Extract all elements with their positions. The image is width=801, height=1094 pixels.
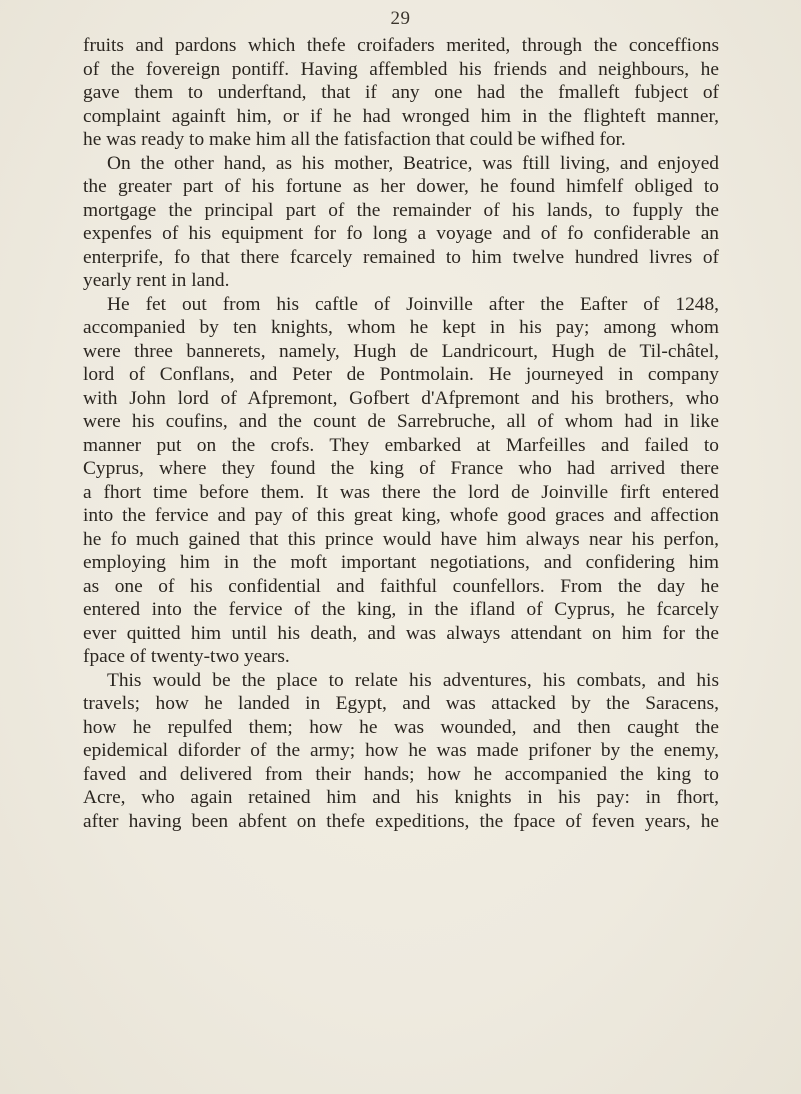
page-number: 29: [390, 8, 411, 29]
body-text: [83, 34, 719, 833]
text-line: complaint againft him, or if he had wronged him in the flighteft manner,: [83, 105, 719, 127]
text-line: He fet out from his caftle of Joinville after the Eafter of 1248,: [107, 293, 719, 315]
text-line: faved and delivered from their hands; how he accompanied the king to: [83, 763, 719, 785]
text-line: manner put on the crofs. They embarked at Marfeilles and failed to: [83, 434, 719, 456]
text-line: fpace of twenty-two years.: [83, 646, 290, 667]
text-line: fruits and pardons which thefe croifaders merited, through the conceffions: [83, 35, 719, 56]
text-line: Acre, who again retained him and his knights in his pay: in fhort,: [83, 787, 719, 808]
text-line: after having been abfent on thefe expeditions, the fpace of feven years, he: [83, 810, 719, 832]
paragraph: [83, 669, 719, 834]
text-line: as one of his confidential and faithful counfellors. From the day he: [83, 575, 719, 597]
text-line: yearly rent in land.: [83, 270, 230, 291]
text-line: were his coufins, and the count de Sarrebruche, all of whom had in like: [83, 411, 719, 432]
text-line: the greater part of his fortune as her dower, he found himfelf obliged to: [83, 176, 719, 197]
text-line: On the other hand, as his mother, Beatrice, was ftill living, and enjoyed: [107, 152, 719, 174]
text-line: employing him in the moft important negotiations, and confidering him: [83, 552, 719, 573]
paragraph: [83, 152, 719, 293]
text-line: ever quitted him until his death, and was always attendant on him for the: [83, 622, 719, 644]
text-line: travels; how he landed in Egypt, and was attacked by the Saracens,: [83, 693, 719, 714]
text-line: mortgage the principal part of the remainder of his lands, to fupply the: [83, 199, 719, 221]
text-line: Cyprus, where they found the king of France who had arrived there: [83, 458, 719, 479]
text-line: enterprife, fo that there fcarcely remained to him twelve hundred livres of: [83, 246, 719, 268]
text-line: entered into the fervice of the king, in the ifland of Cyprus, he fcarcely: [83, 599, 719, 620]
text-line: he fo much gained that this prince would have him always near his perfon,: [83, 528, 719, 550]
paragraph: [83, 293, 719, 669]
text-line: gave them to underftand, that if any one had the fmalleft fubject of: [83, 82, 719, 103]
text-line: were three bannerets, namely, Hugh de Landricourt, Hugh de Til-châtel,: [83, 340, 719, 362]
text-line: epidemical diforder of the army; how he was made prifoner by the enemy,: [83, 740, 719, 761]
paragraph: [83, 34, 719, 152]
text-line: lord of Conflans, and Peter de Pontmolain. He journeyed in company: [83, 364, 719, 385]
text-line: a fhort time before them. It was there the lord de Joinville firft entered: [83, 481, 719, 503]
text-line: with John lord of Afpremont, Gofbert d'Afpremont and his brothers, who: [83, 387, 719, 409]
text-line: This would be the place to relate his adventures, his combats, and his: [107, 669, 719, 691]
text-line: into the fervice and pay of this great king, whofe good graces and affection: [83, 505, 719, 526]
text-line: he was ready to make him all the fatisfaction that could be wifhed for.: [83, 129, 626, 150]
text-line: accompanied by ten knights, whom he kept in his pay; among whom: [83, 317, 719, 338]
text-line: how he repulfed them; how he was wounded, and then caught the: [83, 716, 719, 738]
text-line: expenfes of his equipment for fo long a voyage and of fo confiderable an: [83, 223, 719, 244]
text-line: of the fovereign pontiff. Having affembled his friends and neighbours, he: [83, 58, 719, 80]
